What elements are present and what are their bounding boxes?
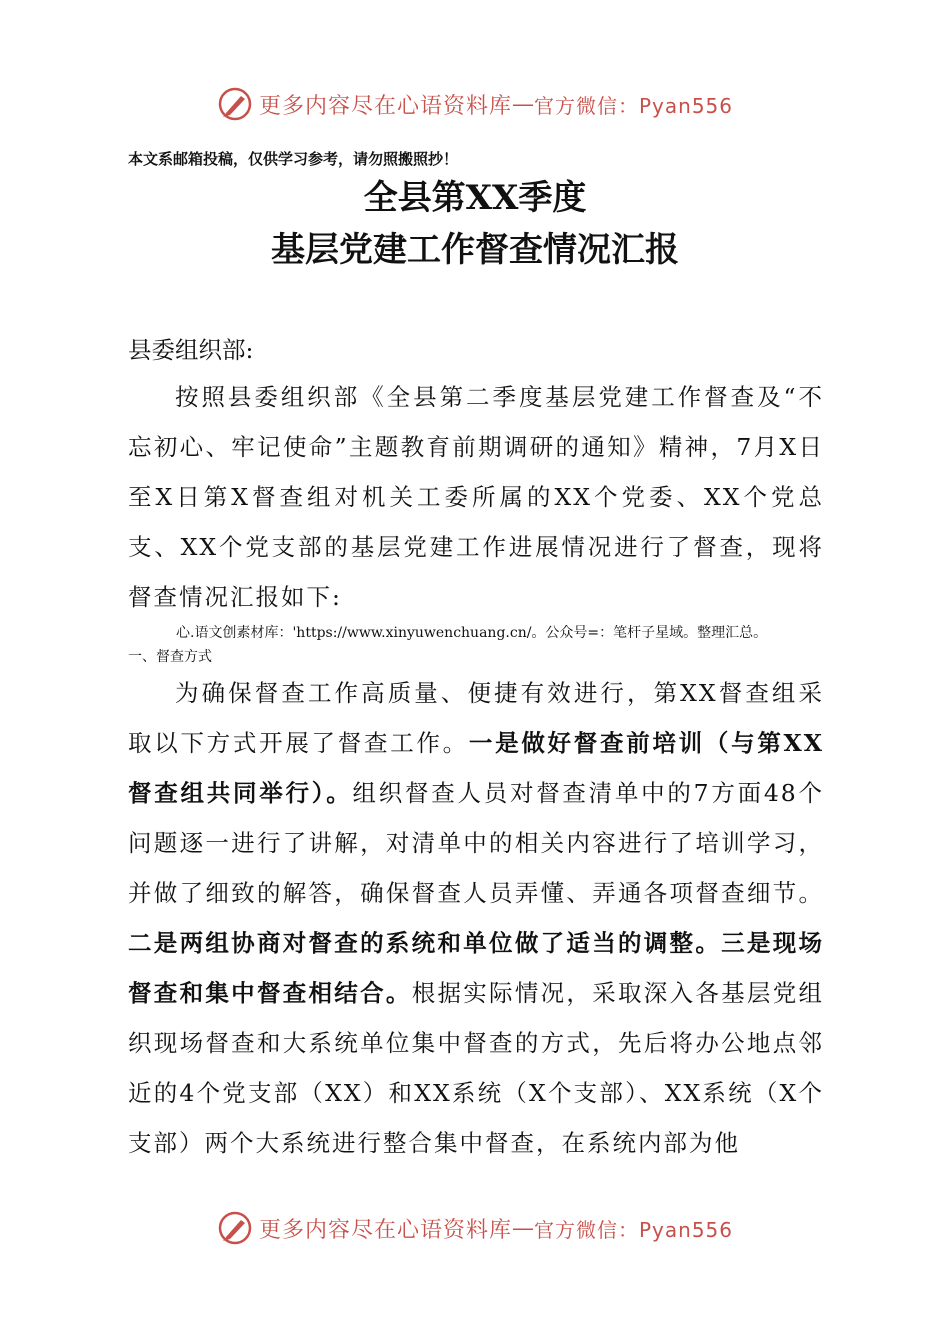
paragraph-intro: 按照县委组织部《全县第二季度基层党建工作督查及“不忘初心、牢记使命”主题教育前期调研的通知》精神，7月X日至X日第X督查组对机关工委所属的XX个党委、XX个党总支、XX个党支部的基层党建工作进展情况进行了督查，现将督查情况汇报如下: (128, 383, 824, 611)
document-title-line2: 基层党建工作督查情况汇报 (271, 230, 679, 270)
notice-text: 本文系邮箱投稿，仅供学习参考，请勿照搬照抄！ (128, 150, 459, 168)
source-line: 心.语文创素材库：'https://www.xinyuwenchuang.cn/。公众号=：笔杆子星域。整理汇总。 (176, 625, 768, 641)
method-text-3: 根据实际情况，采取深入各基层党组织现场督查和大系统单位集中督查的方式，先后将办公地点邻近的4个党支部（XX）和XX系统（X个支部）、XX系统（X个支部）两个大系统进行整合集中督查，在系统内部为他 (128, 979, 825, 1157)
method-text-1: 为确保督查工作高质量、便捷有效进行，第XX督查组采取以下方式开展了督查工作。 (128, 679, 824, 757)
banner-text: 更多内容尽在心语资料库 (258, 93, 512, 119)
section-heading: 一、督查方式 (128, 649, 212, 665)
method-text-2: 组织督查人员对督查清单中的7方面48个问题逐一进行了讲解，对清单中的相关内容进行了培训学习，并做了细致的解答，确保督查人员弄懂、弄通各项督查细节。 (128, 779, 825, 907)
header-banner (0, 82, 950, 126)
paragraph-method (128, 668, 824, 1168)
footer-banner-wechat: 官方微信：Pyan556 (534, 1217, 734, 1242)
pen-logo-icon (217, 1210, 253, 1246)
method-bold-1: 一是做好督查前培训（与第XX督查组共同举行）。 (128, 729, 825, 807)
banner-separator: — (512, 91, 534, 117)
banner-wechat: 官方微信：Pyan556 (534, 93, 734, 118)
pen-logo-icon (217, 86, 253, 122)
footer-banner (0, 1206, 950, 1250)
method-bold-2: 二是两组协商对督查的系统和单位做了适当的调整。三是现场督查和集中督查相结合。 (128, 929, 824, 1007)
footer-banner-text: 更多内容尽在心语资料库 (258, 1217, 512, 1243)
salutation: 县委组织部: (128, 336, 254, 364)
footer-banner-separator: — (512, 1215, 534, 1241)
document-title-line1: 全县第XX季度 (363, 178, 587, 218)
